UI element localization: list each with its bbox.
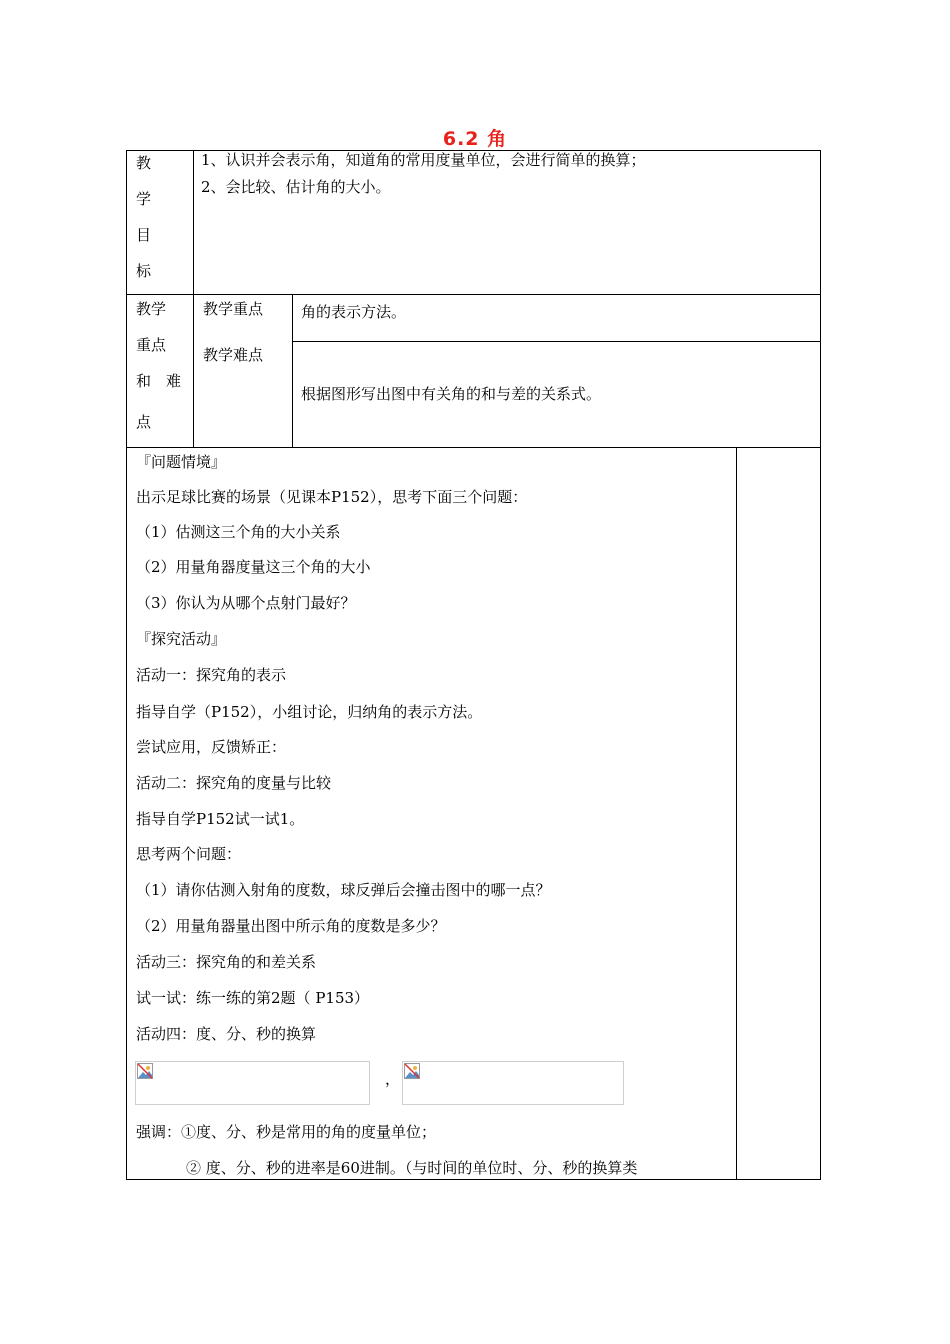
broken-image-icon <box>137 1063 153 1079</box>
key-points-label-line: 重点 <box>136 336 167 354</box>
page-title: 6.2 角 <box>442 128 508 150</box>
process-line: （2）用量角器量出图中所示角的度数是多少？ <box>136 917 446 935</box>
difficulty-text: 根据图形写出图中有关角的和与差的关系式。 <box>301 385 602 403</box>
key-points-label-line: 和 难 <box>136 372 182 390</box>
objectives-label-char: 标 <box>136 262 152 280</box>
broken-image-icon <box>404 1063 420 1079</box>
process-line: （1）请你估测入射角的度数，球反弹后会撞击图中的哪一点？ <box>136 881 551 899</box>
process-line: 『探究活动』 <box>136 630 227 648</box>
process-line: 活动四：度、分、秒的换算 <box>136 1025 317 1043</box>
difficulty-label: 教学难点 <box>203 346 264 364</box>
key-points-label-line: 点 <box>136 413 152 431</box>
image-separator: ， <box>385 1070 401 1088</box>
process-line: 活动三：探究角的和差关系 <box>136 953 317 971</box>
process-line: 活动一：探究角的表示 <box>136 666 287 684</box>
emphasis-line: ② 度、分、秒的进率是60进制。（与时间的单位时、分、秒的换算类 <box>186 1159 638 1177</box>
objectives-label-char: 教 <box>136 154 152 172</box>
focus-label: 教学重点 <box>203 300 264 318</box>
process-line: 活动二：探究角的度量与比较 <box>136 774 332 792</box>
process-line: 思考两个问题： <box>136 845 242 863</box>
objectives-label-char: 目 <box>136 226 152 244</box>
objectives-label-char: 学 <box>136 190 152 208</box>
objective-item: 1、认识并会表示角，知道角的常用度量单位，会进行简单的换算； <box>201 151 646 169</box>
process-line: 『问题情境』 <box>136 453 227 471</box>
process-line: 尝试应用，反馈矫正： <box>136 738 287 756</box>
process-line: 出示足球比赛的场景（见课本P152），思考下面三个问题： <box>136 488 528 506</box>
process-line: 指导自学（P152），小组讨论，归纳角的表示方法。 <box>136 703 483 721</box>
process-line: （3）你认为从哪个点射门最好？ <box>136 594 356 612</box>
process-line: 试一试：练一练的第2题（ P153） <box>136 989 370 1007</box>
formula-image <box>135 1061 370 1105</box>
key-points-label-line: 教学 <box>136 300 167 318</box>
process-line: （1）估测这三个角的大小关系 <box>136 523 341 541</box>
objective-item: 2、会比较、估计角的大小。 <box>201 178 391 196</box>
emphasis-line: 强调：①度、分、秒是常用的角的度量单位； <box>136 1123 437 1141</box>
process-line: （2）用量角器度量这三个角的大小 <box>136 558 371 576</box>
formula-image <box>402 1061 624 1105</box>
focus-text: 角的表示方法。 <box>301 303 407 321</box>
process-line: 指导自学P152试一试1。 <box>136 810 305 828</box>
